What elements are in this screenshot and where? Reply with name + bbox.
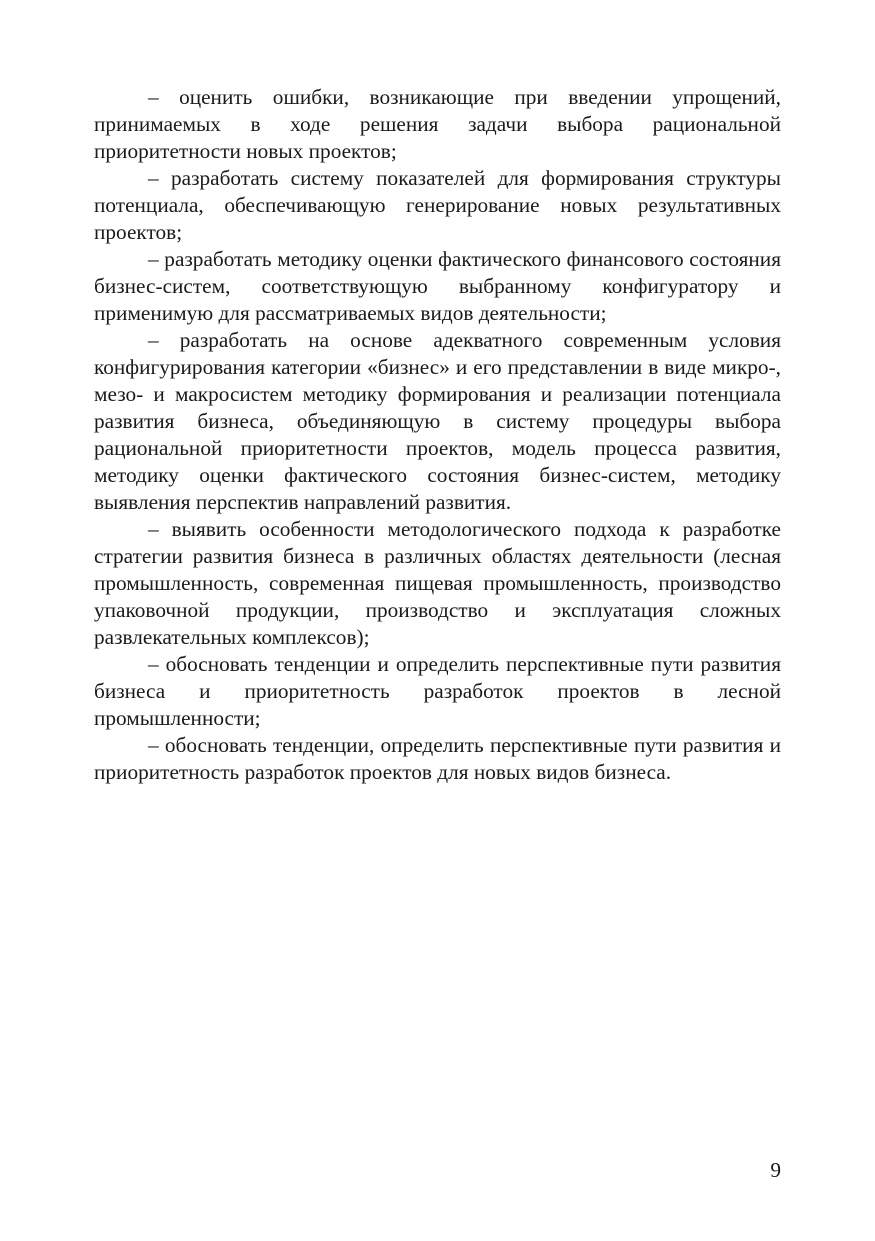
paragraph-2: – разработать систему показателей для формирования структуры потенциала, обеспечивающую генерирование новых результативных проектов; — [94, 166, 781, 244]
paragraph-7: – обосновать тенденции, определить перспективные пути развития и приоритетность разработок проектов для новых видов бизнеса. — [94, 733, 781, 784]
page-body — [94, 84, 781, 786]
paragraph-6: – обосновать тенденции и определить перспективные пути развития бизнеса и приоритетность разработок проектов в лесной промышленности; — [94, 652, 781, 730]
paragraph-5: – выявить особенности методологического подхода к разработке стратегии развития бизнеса в различных областях деятельности (лесная промышленность, современная пищевая промышленность, производство упаковочной продукции, производство и эксплуатация сложных развлекательных комплексов); — [94, 517, 781, 649]
paragraph-4: – разработать на основе адекватного современным условия конфигурирования категории «бизнес» и его представлении в виде микро-, мезо- и макросистем методику формирования и реализации потенциала развития бизнеса, объединяющую в систему процедуры выбора рациональной приоритетности проектов, модель процесса развития, методику оценки фактического состояния бизнес-систем, методику выявления перспектив направлений развития. — [94, 328, 781, 514]
paragraph-1: – оценить ошибки, возникающие при введении упрощений, принимаемых в ходе решения задачи выбора рациональной приоритетности новых проектов; — [94, 85, 781, 163]
page-number: 9 — [770, 1158, 781, 1182]
paragraph-3: – разработать методику оценки фактического финансового состояния бизнес-систем, соответствующую выбранному конфигуратору и применимую для рассматриваемых видов деятельности; — [94, 247, 781, 325]
